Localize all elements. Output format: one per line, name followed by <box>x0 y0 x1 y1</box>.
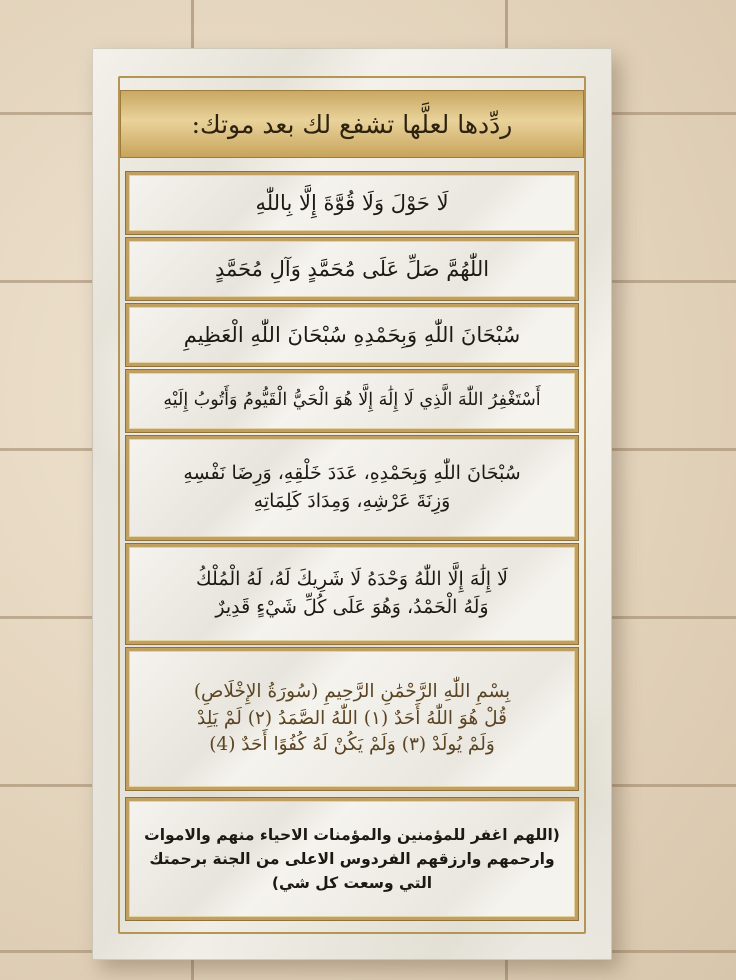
surah-line: بِسْمِ اللّٰهِ الرَّحْمَٰنِ الرَّحِيمِ (سُورَةُ الإِخْلَاصِ) <box>193 680 511 702</box>
dhikr-line: لَا إِلَٰهَ إِلَّا اللّٰهُ وَحْدَهُ لَا شَرِيكَ لَهُ، لَهُ الْمُلْكُ <box>196 568 508 591</box>
dhikr-row-4 <box>126 370 578 432</box>
dhikr-row-2 <box>126 238 578 300</box>
surah-ikhlas-row <box>126 648 578 790</box>
page-title: ردِّدها لعلَّها تشفع لك بعد موتك: <box>191 109 513 139</box>
dhikr-line: اللّٰهُمَّ صَلِّ عَلَى مُحَمَّدٍ وَآلِ مُحَمَّدٍ <box>214 256 490 281</box>
dhikr-line: سُبْحَانَ اللّٰهِ وَبِحَمْدِهِ سُبْحَانَ اللّٰهِ الْعَظِيمِ <box>183 322 521 347</box>
dhikr-row-5 <box>126 436 578 540</box>
dhikr-line: وَلَهُ الْحَمْدُ، وَهُوَ عَلَى كُلِّ شَيْءٍ قَدِيرٌ <box>215 596 489 618</box>
dhikr-row-1 <box>126 172 578 234</box>
dhikr-line: سُبْحَانَ اللّٰهِ وَبِحَمْدِهِ، عَدَدَ خَلْقِهِ، وَرِضَا نَفْسِهِ <box>183 462 521 485</box>
marble-panel <box>92 48 612 960</box>
title-band <box>120 90 584 158</box>
dhikr-row-6 <box>126 544 578 644</box>
dua-line: وارحمهم وارزقهم الفردوس الاعلى من الجنة برحمتك <box>149 849 555 868</box>
surah-line: قُلْ هُوَ اللّٰهُ أَحَدٌ (١) اللّٰهُ الصَّمَدُ (٢) لَمْ يَلِدْ <box>197 707 507 729</box>
dhikr-row-3 <box>126 304 578 366</box>
dua-line: التي وسعت كل شي) <box>271 874 433 892</box>
dhikr-line: أَسْتَغْفِرُ اللّٰهَ الَّذِي لَا إِلَٰهَ إِلَّا هُوَ الْحَيُّ الْقَيُّومُ وَأَتُوبُ إِلَيْهِ <box>163 390 541 411</box>
dhikr-line: لَا حَوْلَ وَلَا قُوَّةَ إِلَّا بِاللّٰهِ <box>255 190 449 215</box>
dhikr-line: وَزِنَةَ عَرْشِهِ، وَمِدَادَ كَلِمَاتِهِ <box>253 490 451 512</box>
surah-line: وَلَمْ يُولَدْ (٣) وَلَمْ يَكُنْ لَهُ كُفُوًا أَحَدٌ (4) <box>209 734 495 756</box>
dua-row <box>126 798 578 920</box>
dua-line: (اللهم اغفر للمؤمنين والمؤمنات الاحياء منهم والاموات <box>144 825 560 844</box>
